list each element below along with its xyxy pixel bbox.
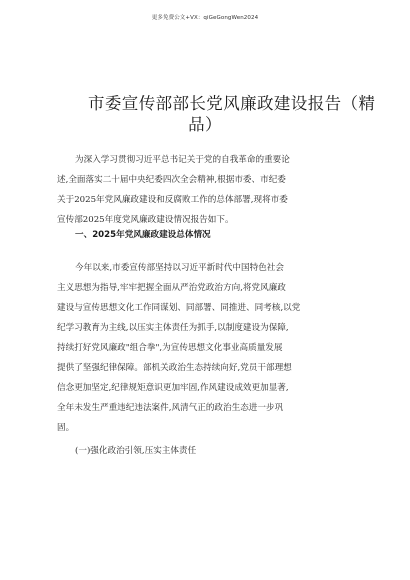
subsection-heading: (一)强化政治引领,压实主体责任 [75, 446, 197, 456]
paragraph-line: 提供了坚强纪律保障。部机关政治生态持续向好,党员干部理想 [57, 363, 292, 373]
paragraph-line: 宣传部2025年度党风廉政建设情况报告如下。 [57, 215, 234, 225]
paragraph-line: 固。 [57, 423, 75, 433]
paragraph-line: 今年以来,市委宣传部坚持以习近平新时代中国特色社会 [75, 263, 284, 273]
page-title-line-2: 品） [188, 115, 222, 134]
paragraph-line: 纪学习教育为主线,以压实主体责任为抓手,以制度建设为保障, [57, 323, 289, 333]
paragraph-line: 全年未发生严重违纪违法案件,风清气正的政治生态进一步巩 [57, 403, 284, 413]
paragraph-line: 持续打好党风廉政"组合拳",为宣传思想文化事业高质量发展 [57, 343, 283, 353]
paragraph-line: 述,全面落实二十届中央纪委四次全会精神,根据市委、市纪委 [57, 175, 286, 185]
page-title-line-1: 市委宣传部部长党风廉政建设报告（精 [88, 94, 376, 113]
paragraph-line: 建设与宣传思想文化工作同谋划、同部署、同推进、同考核,以党 [57, 303, 301, 313]
section-paragraph [57, 258, 357, 438]
header-note: 更多免费公文+VX：qiGeGongWen2024 [151, 15, 259, 21]
paragraph-line: 关于2025年党风廉政建设和反腐败工作的总体部署,现将市委 [57, 195, 288, 205]
section-heading: 一、2025年党风廉政建设总体情况 [75, 230, 211, 240]
paragraph-line: 主义思想为指导,牢牢把握全面从严治党政治方向,将党风廉政 [57, 283, 286, 293]
paragraph-line: 信念更加坚定,纪律规矩意识更加牢固,作风建设成效更加显著, [57, 383, 289, 393]
paragraph-line: 为深入学习贯彻习近平总书记关于党的自我革命的重要论 [75, 155, 290, 165]
intro-paragraph [57, 150, 357, 230]
